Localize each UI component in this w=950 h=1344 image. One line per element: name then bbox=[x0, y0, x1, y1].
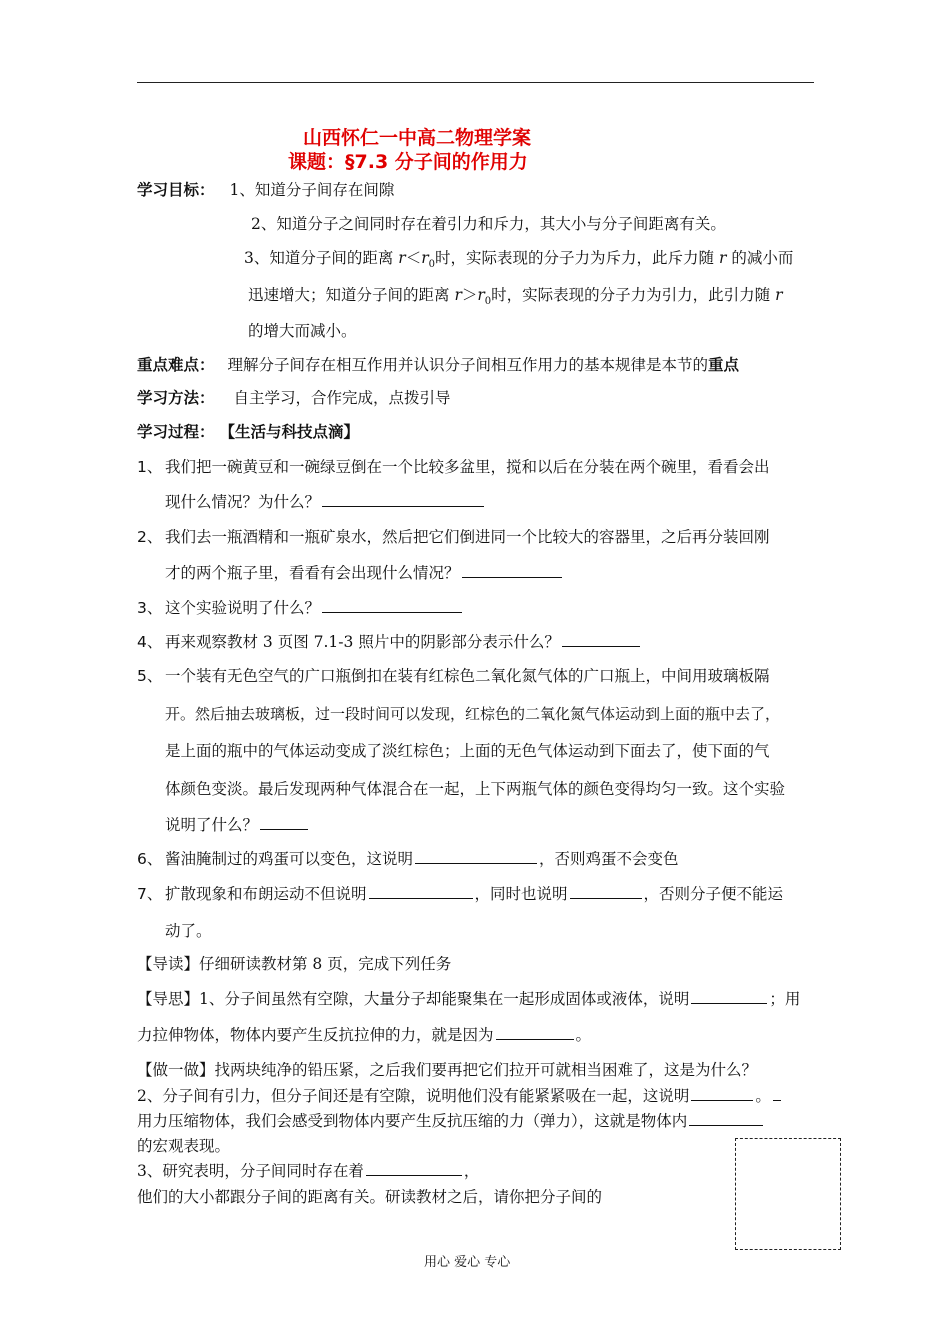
q1-line-2: 现什么情况？为什么？ bbox=[165, 490, 486, 512]
point-2-answer-blank-3[interactable] bbox=[689, 1110, 763, 1126]
point-2-line-2: 用力压缩物体，我们会感受到物体内要产生反抗压缩的力（弹力），这就是物体内 bbox=[137, 1109, 765, 1131]
method-label: 学习方法： bbox=[137, 389, 215, 407]
objective-3-line-3: 的增大而减小。 bbox=[248, 322, 357, 340]
guide-read: 【导读】仔细研读教材第 8 页，完成下列任务 bbox=[137, 955, 452, 973]
diagram-placeholder-box bbox=[735, 1138, 841, 1250]
q5-line-4: 体颜色变淡。最后发现两种气体混合在一起，上下两瓶气体的颜色变得均匀一致。这个实验 bbox=[165, 780, 786, 798]
q2-number: 2、 bbox=[137, 528, 163, 546]
method-row bbox=[137, 386, 450, 408]
objective-3-line-2: 迅速增大；知道分子间的距离 $r>r_0$时，实际表现的分子力为引力，此引力随 r bbox=[248, 286, 783, 308]
point-3-line-2: 他们的大小都跟分子间的距离有关。研读教材之后，请你把分子间的 bbox=[137, 1188, 603, 1206]
point-3-answer-blank[interactable] bbox=[366, 1160, 462, 1176]
think-answer-blank-2[interactable] bbox=[496, 1024, 574, 1040]
q5-number: 5、 bbox=[137, 667, 163, 685]
point-2-line-1: 2、分子间有引力，但分子间还是有空隙，说明他们没有能紧紧吸在一起，这说明 。 bbox=[137, 1084, 783, 1106]
guide-think-line-1: 【导思】1、分子间虽然有空隙，大量分子却能聚集在一起形成固体或液体，说明 ；用 bbox=[137, 990, 801, 1008]
q2-line-1: 我们去一瓶酒精和一瓶矿泉水，然后把它们倒进同一个比较大的容器里，之后再分装回刚 bbox=[165, 528, 770, 546]
objectives-row-1 bbox=[137, 178, 394, 200]
q4-number: 4、 bbox=[137, 633, 163, 651]
page-footer: 用心 爱心 专心 bbox=[424, 1255, 511, 1270]
method-text: 自主学习，合作完成，点拨引导 bbox=[233, 389, 451, 407]
think-answer-blank-1[interactable] bbox=[691, 988, 767, 1004]
q7-answer-blank-1[interactable] bbox=[369, 883, 473, 899]
point-2-answer-blank-2[interactable] bbox=[773, 1085, 781, 1101]
do-it-line: 【做一做】找两块纯净的铅压紧，之后我们要再把它们拉开可就相当困难了，这是为什么？ bbox=[137, 1061, 758, 1079]
key-points-text: 理解分子间存在相互作用并认识分子间相互作用力的基本规律是本节的 bbox=[227, 356, 708, 374]
q3-line: 这个实验说明了什么？ bbox=[165, 596, 464, 618]
guide-think-line-2: 力拉伸物体，物体内要产生反抗拉伸的力，就是因为 。 bbox=[137, 1026, 592, 1044]
objective-1: 1、知道分子间存在间隙 bbox=[229, 181, 395, 199]
q2-answer-blank[interactable] bbox=[462, 562, 562, 578]
objective-3-line-1: 3、知道分子间的距离 $r<r_0$时，实际表现的分子力为斥力，此斥力随 r 的减小而 bbox=[244, 249, 794, 271]
q1-line-1: 我们把一碗黄豆和一碗绿豆倒在一个比较多盆里，搅和以后在分装在两个碗里，看看会出 bbox=[165, 458, 770, 476]
q4-line: 再来观察教材 3 页图 7.1-3 照片中的阴影部分表示什么？ bbox=[165, 630, 642, 652]
q6-number: 6、 bbox=[137, 850, 163, 868]
key-points-bold: 重点 bbox=[707, 355, 739, 374]
q3-answer-blank[interactable] bbox=[322, 597, 462, 613]
q7-number: 7、 bbox=[137, 885, 163, 903]
q7-answer-blank-2[interactable] bbox=[570, 883, 642, 899]
objectives-label: 学习目标： bbox=[137, 181, 215, 199]
lesson-subtitle: 课题：§7.3 分子间的作用力 bbox=[288, 151, 528, 173]
q1-answer-blank[interactable] bbox=[322, 491, 484, 507]
q1-number: 1、 bbox=[137, 458, 163, 476]
key-points-row bbox=[137, 353, 739, 375]
q4-answer-blank[interactable] bbox=[562, 631, 640, 647]
objective-2: 2、知道分子之间同时存在着引力和斥力，其大小与分子间距离有关。 bbox=[251, 215, 726, 233]
q5-line-2: 开。然后抽去玻璃板，过一段时间可以发现，红棕色的二氧化氮气体运动到上面的瓶中去了， bbox=[165, 705, 781, 723]
q5-answer-blank[interactable] bbox=[260, 814, 308, 830]
q6-line: 酱油腌制过的鸡蛋可以变色，这说明 ，否则鸡蛋不会变色 bbox=[165, 850, 679, 868]
q7-line-2: 动了。 bbox=[165, 922, 212, 940]
q5-line-5: 说明了什么？ bbox=[165, 813, 310, 835]
process-row bbox=[137, 420, 359, 442]
point-2-line-3: 的宏观表现。 bbox=[137, 1137, 231, 1155]
q2-line-2: 才的两个瓶子里，看看有会出现什么情况？ bbox=[165, 561, 564, 583]
q7-line-1: 扩散现象和布朗运动不但说明 ，同时也说明 ，否则分子便不能运 bbox=[165, 885, 784, 903]
point-3-line-1: 3、研究表明，分子间同时存在着 ， bbox=[137, 1162, 480, 1180]
q6-answer-blank[interactable] bbox=[415, 848, 537, 864]
page-title: 山西怀仁一中高二物理学案 bbox=[303, 127, 532, 149]
q5-line-3: 是上面的瓶中的气体运动变成了淡红棕色；上面的无色气体运动到下面去了，使下面的气 bbox=[165, 742, 770, 760]
process-label: 学习过程： bbox=[137, 423, 215, 441]
q3-number: 3、 bbox=[137, 599, 163, 617]
key-points-label: 重点难点： bbox=[137, 356, 215, 374]
point-2-answer-blank-1[interactable] bbox=[691, 1085, 753, 1101]
q5-line-1: 一个装有无色空气的广口瓶倒扣在装有红棕色二氧化氮气体的广口瓶上，中间用玻璃板隔 bbox=[165, 667, 770, 685]
process-section: 【生活与科技点滴】 bbox=[219, 422, 359, 441]
header-rule bbox=[137, 82, 814, 83]
